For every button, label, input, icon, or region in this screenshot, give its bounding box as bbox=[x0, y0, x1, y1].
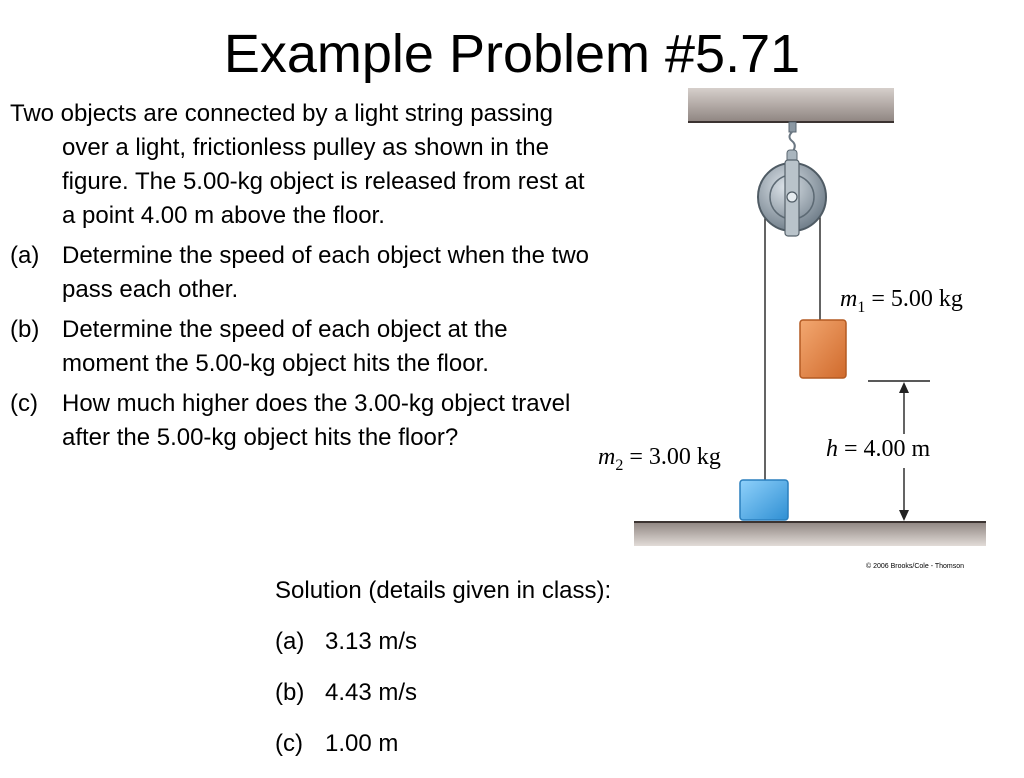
block-m1 bbox=[800, 320, 846, 378]
answer-b bbox=[275, 676, 705, 710]
answer-a-value: 3.13 m/s bbox=[325, 628, 418, 655]
pulley-figure bbox=[588, 86, 1000, 572]
hook-icon bbox=[787, 122, 797, 164]
block-m2 bbox=[740, 480, 788, 520]
part-a-text: Determine the speed of each object when the two pass each other. bbox=[62, 242, 589, 303]
answer-a bbox=[275, 625, 705, 659]
ceiling bbox=[688, 88, 894, 122]
problem-part-b bbox=[10, 313, 590, 381]
answer-b-marker: (b) bbox=[275, 679, 305, 706]
problem-statement bbox=[10, 97, 590, 461]
solution-block bbox=[275, 574, 705, 778]
solution-heading: Solution (details given in class): bbox=[275, 577, 612, 604]
problem-part-a bbox=[10, 239, 590, 307]
label-m2: $m_2 = 3.00$ kg bbox=[598, 444, 721, 474]
answer-c-value: 1.00 m bbox=[325, 730, 399, 757]
answer-a-marker: (a) bbox=[275, 628, 305, 655]
label-height: h = 4.00 m bbox=[826, 436, 931, 462]
slide-title: Example Problem #5.71 bbox=[223, 24, 801, 84]
problem-part-c bbox=[10, 387, 590, 455]
pulley-diagram bbox=[588, 86, 1000, 572]
part-a-marker: (a) bbox=[10, 242, 40, 269]
floor bbox=[634, 522, 986, 546]
answer-b-value: 4.43 m/s bbox=[325, 679, 418, 706]
copyright-credit: © 2006 Brooks/Cole - Thomson bbox=[866, 563, 965, 570]
part-b-text: Determine the speed of each object at the moment the 5.00-kg object hits the floor. bbox=[62, 316, 508, 377]
problem-intro: Two objects are connected by a light string passing over a light, frictionless pulley as shown in the figure. The 5.00-kg object is released from rest at a point 4.00 m above the floor. bbox=[10, 100, 585, 229]
part-c-text: How much higher does the 3.00-kg object travel after the 5.00-kg object hits the floor? bbox=[62, 390, 571, 451]
part-b-marker: (b) bbox=[10, 316, 40, 343]
pulley-icon bbox=[758, 160, 826, 236]
answer-c-marker: (c) bbox=[275, 730, 303, 757]
part-c-marker: (c) bbox=[10, 390, 38, 417]
answer-c bbox=[275, 727, 705, 761]
label-m1: $m_1 = 5.00$ kg bbox=[840, 286, 963, 316]
